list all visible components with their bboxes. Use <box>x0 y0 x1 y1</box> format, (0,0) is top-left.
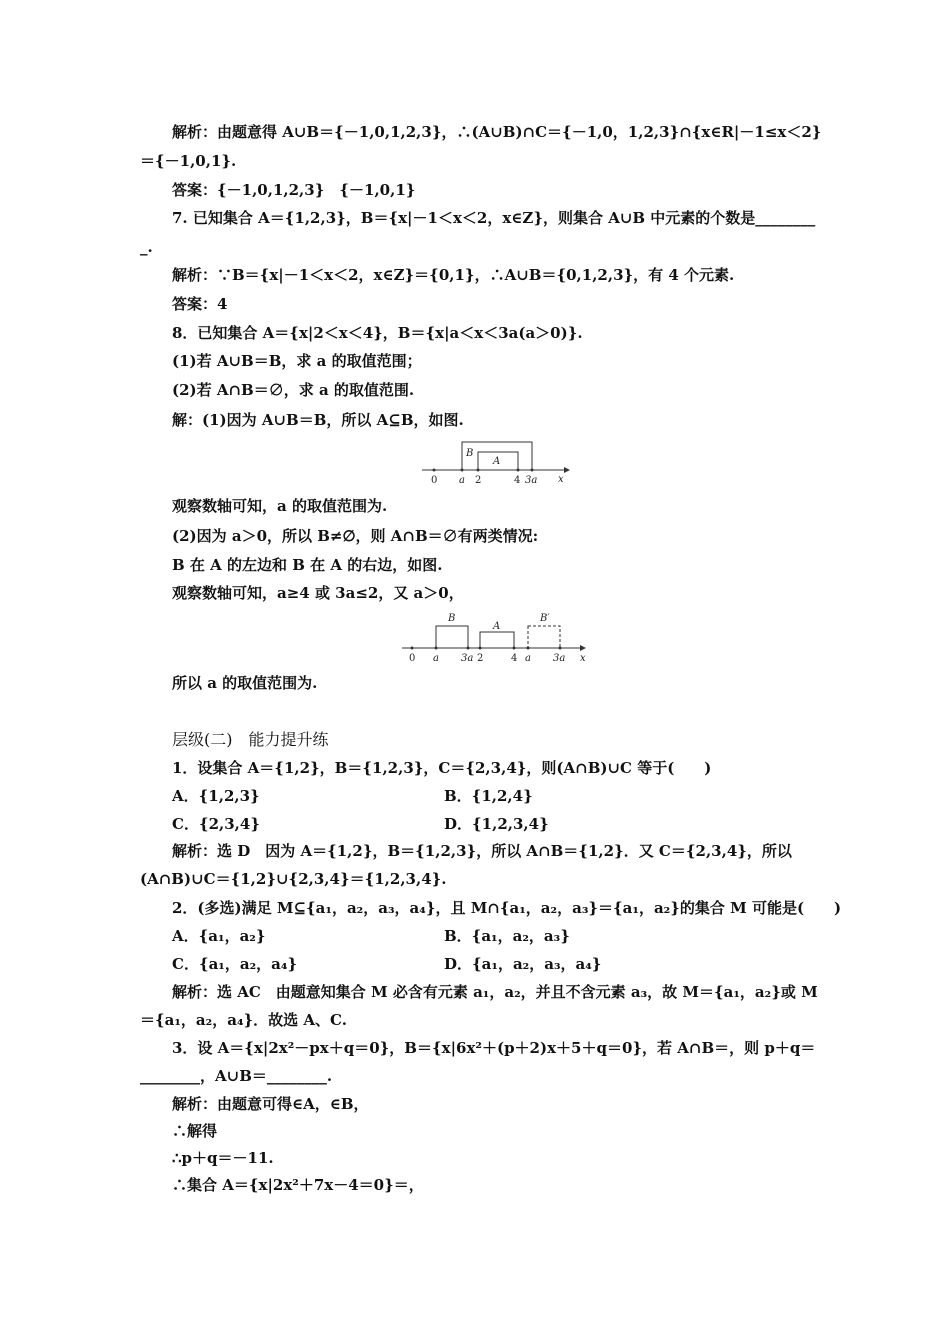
tick-label: 2 <box>475 475 482 486</box>
tick-label: 3a <box>525 475 538 486</box>
text-line: 解析：选 D 因为 A＝{1,2}，B＝{1,2,3}，所以 A∩B＝{1,2}．又 C＝{2,3,4}，所以 <box>172 842 792 860</box>
text-line: ＝{－1,0,1}. <box>140 152 237 170</box>
axis-label-x: x <box>580 653 586 664</box>
tick-label: a <box>459 475 465 486</box>
tick-label: a <box>433 653 439 664</box>
text-line: 解：(1)因为 A∪B＝B，所以 A⊆B，如图. <box>172 411 464 429</box>
box-label-a: A <box>493 456 501 467</box>
tick-label: a <box>525 653 531 664</box>
option-d: D．{1,2,3,4} <box>444 815 549 833</box>
text-line: _. <box>140 238 153 256</box>
text-line: (1)若 A∪B＝B，求 a 的取值范围； <box>172 352 422 370</box>
tick-label: 3a <box>553 653 566 664</box>
text-line: ＝{a₁，a₂，a₄}．故选 A、C. <box>140 1011 347 1029</box>
text-line: 答案：4 <box>172 295 228 313</box>
number-line-figure-2 <box>398 608 590 666</box>
text-line: ________，A∪B＝________. <box>140 1067 333 1085</box>
set-a-box <box>480 632 514 648</box>
option-d: D．{a₁，a₂，a₃，a₄} <box>444 955 602 973</box>
tick-label: 4 <box>514 475 521 486</box>
section-heading: 层级(二) 能力提升练 <box>172 730 329 749</box>
tick-label: 0 <box>431 475 438 486</box>
tick-label: 2 <box>477 653 484 664</box>
option-a: A．{a₁，a₂} <box>172 927 266 945</box>
text-line: 解析：选 AC 由题意知集合 M 必含有元素 a₁，a₂，并且不含元素 a₃，故 M＝{a₁，a₂}或 M <box>172 983 818 1001</box>
option-c: C．{a₁，a₂，a₄} <box>172 955 298 973</box>
text-line: B 在 A 的左边和 B 在 A 的右边，如图. <box>172 556 443 574</box>
text-line: 观察数轴可知，a 的取值范围为. <box>172 497 388 515</box>
text-line: ∴p＋q＝－11. <box>172 1149 274 1167</box>
option-a: A．{1,2,3} <box>172 787 260 805</box>
option-b: B．{a₁，a₂，a₃} <box>444 927 570 945</box>
box-label-b: B <box>466 448 474 459</box>
text-line: ∴解得 <box>172 1122 218 1140</box>
number-line-figure-1 <box>418 436 574 492</box>
text-line: 解析：由题意可得∈A，∈B， <box>172 1095 369 1113</box>
tick-label: 4 <box>511 653 518 664</box>
question-1: 1．设集合 A＝{1,2}，B＝{1,2,3}，C＝{2,3,4}，则(A∩B)∪C 等于( ) <box>172 759 712 777</box>
option-c: C．{2,3,4} <box>172 815 260 833</box>
axis-arrow <box>564 467 570 473</box>
text-line: 7. 已知集合 A＝{1,2,3}，B＝{x|－1＜x＜2，x∈Z}，则集合 A∪B 中元素的个数是________ <box>172 209 816 227</box>
tick-label: 0 <box>409 653 416 664</box>
text-line: 观察数轴可知，a≥4 或 3a≤2，又 a＞0， <box>172 584 464 602</box>
text-line: (2)若 A∩B＝∅，求 a 的取值范围. <box>172 381 415 399</box>
box-label-b-prime: B′ <box>540 613 550 624</box>
box-label-b: B <box>448 613 456 624</box>
text-line: 所以 a 的取值范围为. <box>172 674 318 692</box>
text-line: ∴集合 A＝{x|2x²＋7x－4＝0}＝， <box>172 1176 424 1194</box>
text-line: (A∩B)∪C＝{1,2}∪{2,3,4}＝{1,2,3,4}. <box>140 870 447 888</box>
text-line: 解析：由题意得 A∪B＝{－1,0,1,2,3}，∴(A∪B)∩C＝{－1,0，1,2,3}∩{x∈R|－1≤x＜2} <box>172 123 822 141</box>
question-3: 3．设 A＝{x|2x²－px＋q＝0}，B＝{x|6x²＋(p＋2)x＋5＋q＝0}，若 A∩B＝，则 p＋q＝ <box>172 1039 816 1057</box>
axis-label-x: x <box>558 474 564 485</box>
box-label-a: A <box>493 621 501 632</box>
set-b-left-box <box>436 626 468 648</box>
text-line: 答案：{－1,0,1,2,3} {－1,0,1} <box>172 181 416 199</box>
text-line: (2)因为 a＞0，所以 B≠∅，则 A∩B＝∅有两类情况: <box>172 527 539 545</box>
question-2: 2．(多选)满足 M⊆{a₁，a₂，a₃，a₄}，且 M∩{a₁，a₂，a₃}＝{a₁，a₂}的集合 M 可能是( ) <box>172 899 842 917</box>
text-line: 8．已知集合 A＝{x|2＜x＜4}，B＝{x|a＜x＜3a(a＞0)}. <box>172 324 583 342</box>
set-b-right-box <box>528 626 560 648</box>
axis-arrow <box>580 645 586 651</box>
tick-label: 3a <box>461 653 474 664</box>
option-b: B．{1,2,4} <box>444 787 533 805</box>
text-line: 解析：∵B＝{x|－1＜x＜2，x∈Z}＝{0,1}，∴A∪B＝{0,1,2,3}，有 4 个元素. <box>172 266 735 284</box>
